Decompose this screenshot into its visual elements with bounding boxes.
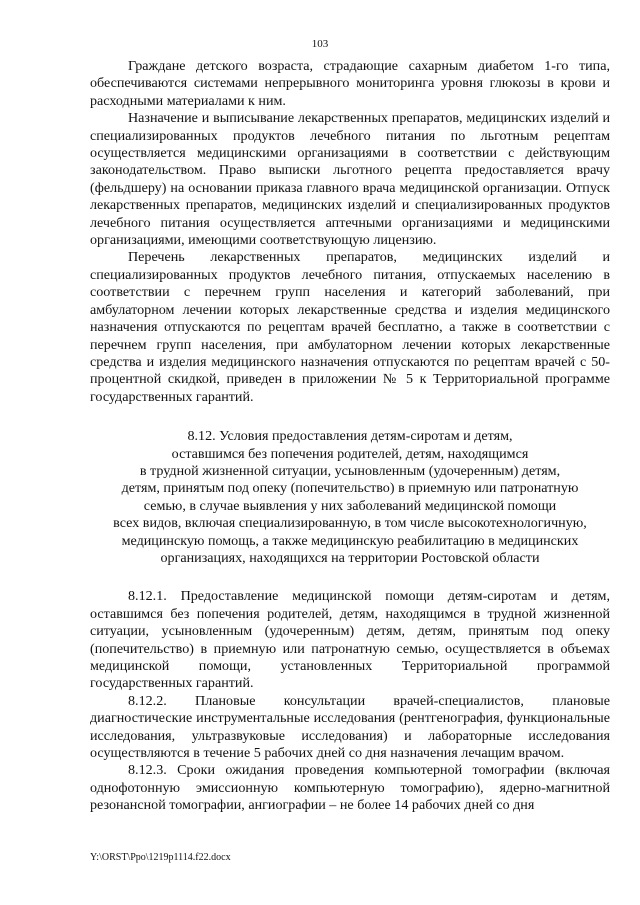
paragraph-8-12-3: 8.12.3. Сроки ожидания проведения компьютерной томографии (включая однофотонную эмиссионную компьютерную томографию), ядерно-магнитной резонансной томографии, ангиографии – не более 14 рабочих дней со дня: [90, 762, 610, 814]
section-title-line: в трудной жизненной ситуации, усыновленным (удочеренным) детям,: [139, 462, 561, 479]
section-title-line: всех видов, включая специализированную, в том числе высокотехнологичную,: [113, 515, 587, 532]
section-title: [90, 428, 610, 567]
section-title-line: семью, в случае выявления у них заболеваний медицинской помощи: [143, 497, 557, 514]
section-title-line: организациях, находящихся на территории Ростовской области: [160, 549, 540, 566]
page-number: 103: [311, 38, 329, 50]
paragraph-8-12-2: 8.12.2. Плановые консультации врачей-специалистов, плановые диагностические инструментальные исследования (рентгенография, функциональные исследования, ультразвуковые исследования) и лабораторные исследования осуществляются в течение 5 рабочих дней со дня назначения лечащим врачом.: [90, 692, 610, 762]
section-title-line: детям, принятым под опеку (попечительство) в приемную или патронатную: [121, 480, 579, 497]
paragraph-diabetes: Граждане детского возраста, страдающие сахарным диабетом 1-го типа, обеспечиваются системами непрерывного мониторинга уровня глюкозы в крови и расходными материалами к ним.: [90, 58, 610, 109]
section-title-line: 8.12. Условия предоставления детям-сиротам и детям,: [187, 428, 513, 445]
document-body: [90, 58, 610, 815]
section-title-line: медицинскую помощь, а также медицинскую реабилитацию в медицинских: [121, 532, 579, 549]
paragraph-drug-list: Перечень лекарственных препаратов, медицинских изделий и специализированных продуктов лечебного питания, отпускаемых населению в соответствии с перечнем групп населения и категорий заболеваний, при амбулаторном лечении которых лекарственные средства и изделия медицинского назначения отпускаются по рецептам врачей бесплатно, а также в соответствии с перечнем групп населения, при амбулаторном лечении которых лекарственные средства и изделия медицинского назначения отпускаются по рецептам врачей с 50-процентной скидкой, приведен в приложении № 5 к Территориальной программе государственных гарантий.: [90, 249, 610, 405]
paragraph-8-12-1: 8.12.1. Предоставление медицинской помощи детям-сиротам и детям, оставшимся без попечения родителей, детям, находящимся в трудной жизненной ситуации, усыновленным (удочеренным) детям, детям, принятым под опеку (попечительство) в приемную или патронатную семью, осуществляется в объемах медицинской помощи, установленных Территориальной программой государственных гарантий.: [90, 588, 610, 692]
paragraph-prescription: Назначение и выписывание лекарственных препаратов, медицинских изделий и специализированных продуктов лечебного питания по льготным рецептам осуществляется медицинскими организациями в соответствии с действующим законодательством. Право выписки льготного рецепта предоставляется врачу (фельдшеру) на основании приказа главного врача медицинской организации. Отпуск лекарственных препаратов, медицинских изделий и специализированных продуктов лечебного питания осуществляется аптечными организациями и медицинскими организациями, имеющими соответствующую лицензию.: [90, 110, 610, 249]
footer-file-path: Y:\ORST\Ppo\1219p1114.f22.docx: [90, 852, 231, 863]
section-title-line: оставшимся без попечения родителей, детям, находящимся: [171, 445, 529, 462]
